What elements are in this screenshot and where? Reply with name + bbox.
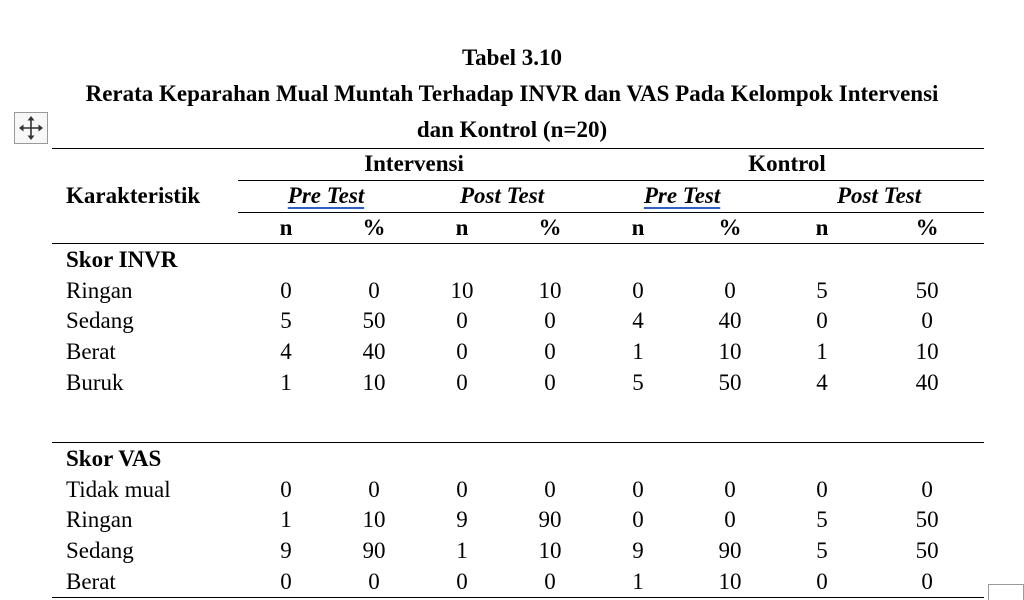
cell: 90 [538,507,562,533]
cell: 0 [921,308,933,334]
characteristic-header: Karakteristik [52,149,238,244]
table-row [52,337,984,368]
column-header-n: n [238,212,334,244]
table-row [52,536,984,567]
cell: 4 [816,369,828,395]
cell: 0 [544,339,556,365]
cell: 10 [362,369,386,395]
cell: 5 [816,507,828,533]
column-header-percent: % [510,212,590,244]
cell: 1 [590,567,686,598]
cell: 0 [544,476,556,502]
cell: 0 [238,567,334,598]
cell: 50 [718,369,742,395]
table-row [52,306,984,337]
group-header-kontrol: Kontrol [590,149,984,181]
cell: 50 [362,308,386,334]
cell: 5 [816,277,828,303]
cell: 10 [686,567,774,598]
cell: 0 [456,369,468,395]
kontrol-post-test-header: Post Test [774,180,984,212]
intervensi-pre-test-label: Pre Test [287,183,365,209]
row-label: Ringan [66,507,133,533]
cell: 0 [414,567,510,598]
cell: 1 [632,339,644,365]
cell: 40 [362,339,386,365]
cell: 1 [456,538,468,564]
row-label: Berat [52,567,238,598]
cell: 4 [280,339,292,365]
kontrol-pre-test-label: Pre Test [643,183,721,209]
table-move-handle[interactable] [14,112,48,144]
group-header-intervensi: Intervensi [238,149,590,181]
section-title-vas: Skor VAS [52,443,984,474]
table-row [52,368,984,399]
table-row [52,505,984,536]
column-header-percent: % [334,212,414,244]
column-header-n: n [590,212,686,244]
cell: 50 [915,538,939,564]
cell: 0 [921,476,933,502]
spacer-cell [52,398,984,443]
table-caption-subtitle: dan Kontrol (n=20) [416,117,608,142]
cell: 0 [544,369,556,395]
row-label: Ringan [66,277,133,303]
table-row [52,275,984,306]
cell: 1 [280,369,292,395]
cell: 10 [538,538,562,564]
cell: 0 [456,308,468,334]
section-spacer [52,398,984,443]
cell: 50 [915,507,939,533]
row-label: Sedang [66,308,134,334]
row-label: Berat [66,339,116,365]
cell: 10 [450,277,474,303]
cell: 0 [816,308,828,334]
cell: 0 [280,476,292,502]
cell: 0 [334,567,414,598]
cell: 9 [280,538,292,564]
cell: 0 [816,476,828,502]
cell: 90 [362,538,386,564]
cell: 0 [544,308,556,334]
cell: 0 [870,567,984,598]
row-label: Buruk [66,369,124,395]
cell: 90 [718,538,742,564]
four-arrows-move-icon [18,115,44,141]
cell: 0 [632,277,644,303]
cell: 0 [280,277,292,303]
cell: 5 [280,308,292,334]
cell: 10 [362,507,386,533]
cell: 0 [456,476,468,502]
cell: 9 [632,538,644,564]
cell: 0 [724,277,736,303]
column-header-percent: % [870,212,984,244]
table-caption-title: Rerata Keparahan Mual Muntah Terhadap INVR dan VAS Pada Kelompok Intervensi [85,81,939,106]
cell: 1 [816,339,828,365]
column-header-n: n [774,212,870,244]
cell: 0 [724,507,736,533]
cell: 0 [368,476,380,502]
cell: 10 [915,339,939,365]
cell: 1 [280,507,292,533]
intervensi-post-test-header: Post Test [414,180,590,212]
cell: 50 [915,277,939,303]
cell: 5 [632,369,644,395]
cell: 10 [718,339,742,365]
cell: 9 [456,507,468,533]
cell: 40 [915,369,939,395]
column-header-percent: % [686,212,774,244]
table-caption-number: Tabel 3.10 [461,45,563,70]
kontrol-pre-test-header [590,180,774,212]
column-header-n: n [414,212,510,244]
cell: 5 [816,538,828,564]
table-row [52,474,984,505]
row-label: Sedang [66,538,134,564]
row-label: Tidak mual [66,476,171,502]
resize-handle-icon[interactable] [988,584,1024,600]
cell: 0 [774,567,870,598]
cell: 4 [632,308,644,334]
cell: 0 [724,476,736,502]
cell: 0 [632,476,644,502]
cell: 10 [538,277,562,303]
cell: 0 [456,339,468,365]
cell: 0 [368,277,380,303]
cell: 0 [632,507,644,533]
cell: 40 [718,308,742,334]
data-table [52,148,984,598]
intervensi-pre-test-header [238,180,414,212]
cell: 0 [510,567,590,598]
section-title-invr: Skor INVR [66,246,178,272]
table-row [52,567,984,598]
